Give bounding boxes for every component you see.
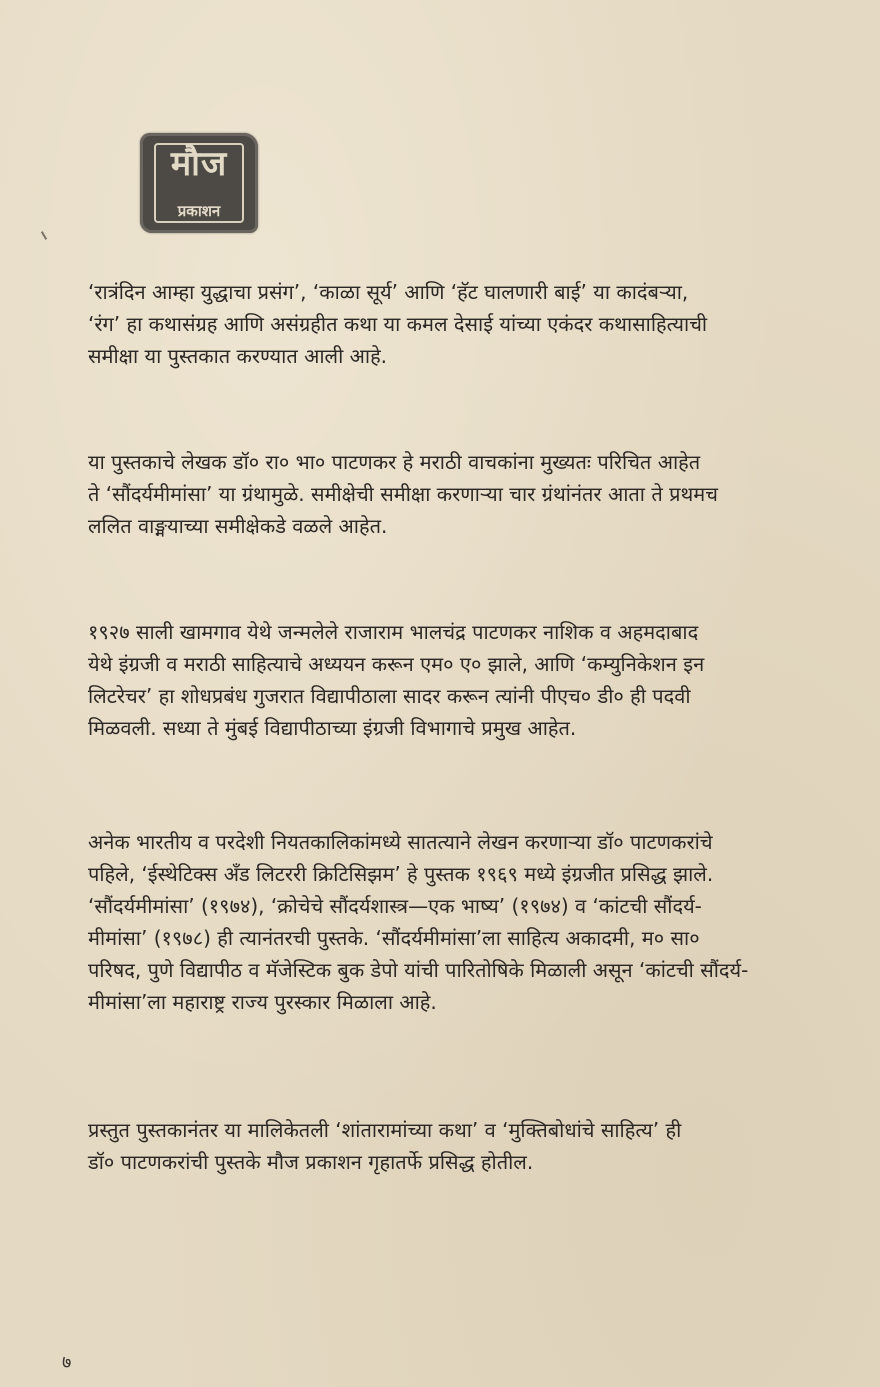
paragraph-line: मिळवली. सध्या ते मुंबई विद्यापीठाच्या इंग्रजी विभागाचे प्रमुख आहेत. xyxy=(88,716,577,740)
paragraph-line: मीमांसा’ (१९७८) ही त्यानंतरची पुस्तके. ‘सौंदर्यमीमांसा’ला साहित्य अकादमी, म० सा० xyxy=(88,926,700,950)
logo-text-bottom: प्रकाशन xyxy=(177,202,221,220)
paragraph-line: १९२७ साली खामगाव येथे जन्मलेले राजाराम भालचंद्र पाटणकर नाशिक व अहमदाबाद xyxy=(88,620,699,644)
paragraph-5 xyxy=(88,1114,848,1178)
paragraph-line: ‘रंग’ हा कथासंग्रह आणि असंग्रहीत कथा या कमल देसाई यांच्या एकंदर कथासाहित्याची xyxy=(88,312,708,336)
paragraph-line: अनेक भारतीय व परदेशी नियतकालिकांमध्ये सातत्याने लेखन करणाऱ्या डॉ० पाटणकरांचे xyxy=(88,830,713,854)
paragraph-line: ते ‘सौंदर्यमीमांसा’ या ग्रंथामुळे. समीक्षेची समीक्षा करणाऱ्या चार ग्रंथांनंतर आता ते प्रथमच xyxy=(88,482,718,506)
paragraph-line: ‘सौंदर्यमीमांसा’ (१९७४), ‘क्रोचेचे सौंदर्यशास्त्र—एक भाष्य’ (१९७४) व ‘कांटची सौंदर्य- xyxy=(88,894,702,918)
paragraph-2 xyxy=(88,446,848,542)
paragraph-3 xyxy=(88,616,848,744)
paragraph-line: परिषद, पुणे विद्यापीठ व मॅजेस्टिक बुक डेपो यांची पारितोषिके मिळाली असून ‘कांटची सौंदर्य- xyxy=(88,958,749,982)
paragraph-line: प्रस्तुत पुस्तकानंतर या मालिकेतली ‘शांतारामांच्या कथा’ व ‘मुक्तिबोधांचे साहित्य’ ही xyxy=(88,1118,682,1142)
paragraph-1 xyxy=(88,276,848,372)
paragraph-line: पहिले, ‘ईस्थेटिक्स अँड लिटररी क्रिटिसिझम’ हे पुस्तक १९६९ मध्ये इंग्रजीत प्रसिद्ध झाले. xyxy=(88,862,714,886)
logo-text-top: मौज xyxy=(170,144,228,184)
paragraph-line: मीमांसा’ला महाराष्ट्र राज्य पुरस्कार मिळाला आहे. xyxy=(88,990,437,1014)
paragraph-line: डॉ० पाटणकरांची पुस्तके मौज प्रकाशन गृहातर्फे प्रसिद्ध होतील. xyxy=(88,1150,534,1174)
paragraph-line: लिटरेचर’ हा शोधप्रबंध गुजरात विद्यापीठाला सादर करून त्यांनी पीएच० डी० ही पदवी xyxy=(88,684,691,708)
page-number: ७ xyxy=(62,1352,72,1373)
paragraph-line: ‘रात्रंदिन आम्हा युद्धाचा प्रसंग’, ‘काळा सूर्य’ आणि ‘हॅट घालणारी बाई’ या कादंबऱ्या, xyxy=(88,280,689,304)
stray-mark xyxy=(41,231,47,240)
paragraph-line: या पुस्तकाचे लेखक डॉ० रा० भा० पाटणकर हे मराठी वाचकांना मुख्यतः परिचित आहेत xyxy=(88,450,701,474)
paragraph-4 xyxy=(88,826,848,1018)
paragraph-line: येथे इंग्रजी व मराठी साहित्याचे अध्ययन करून एम० ए० झाले, आणि ‘कम्युनिकेशन इन xyxy=(88,652,705,676)
paragraph-line: समीक्षा या पुस्तकात करण्यात आली आहे. xyxy=(88,344,388,368)
publisher-logo xyxy=(140,133,258,233)
paragraph-line: ललित वाङ्मयाच्या समीक्षेकडे वळले आहेत. xyxy=(88,514,388,538)
